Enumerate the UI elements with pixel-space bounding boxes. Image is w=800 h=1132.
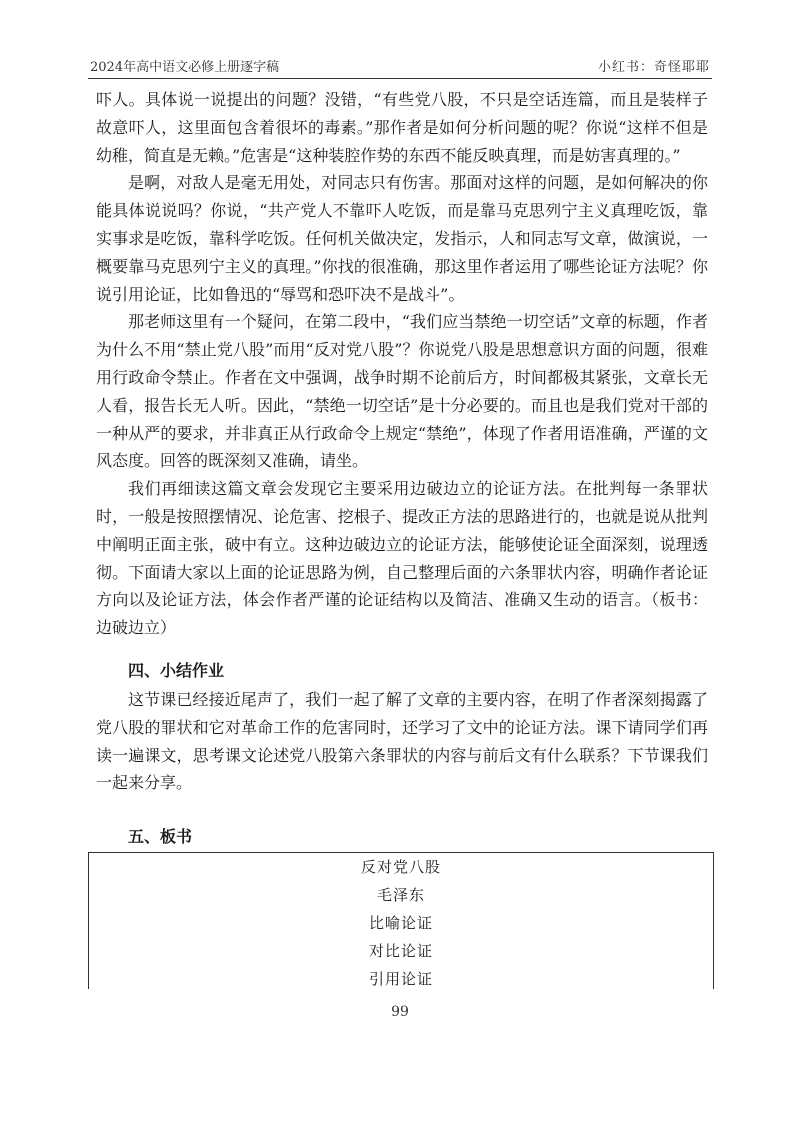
paragraph: 是啊，对敌人是毫无用处，对同志只有伤害。那面对这样的问题，是如何解决的你能具体说说吗？你说，“共产党人不靠吓人吃饭，而是靠马克思列宁主义真理吃饭，靠实事求是吃饭，靠科学吃饭。任何机关做决定，发指示，人和同志写文章，做演说，一概要靠马克思列宁主义的真理。”你找的很准确，那这里作者运用了哪些论证方法呢？你说引用论证，比如鲁迅的“辱骂和恐吓决不是战斗”。 — [96, 173, 708, 304]
board-line: 引用论证 — [368, 970, 433, 988]
board-line: 对比论证 — [368, 942, 433, 960]
page-number: 99 — [391, 1004, 409, 1020]
main-body — [96, 86, 708, 642]
page-header — [88, 52, 712, 79]
board-line: 反对党八股 — [360, 858, 441, 876]
paragraph: 我们再细读这篇文章会发现它主要采用边破边立的论证方法。在批判每一条罪状时，一般是按照摆情况、论危害、挖根子、提改正方法的思路进行的，也就是说从批判中阐明正面主张，破中有立。这种边破边立的论证方法，能够使论证全面深刻，说理透彻。下面请大家以上面的论证思路为例，自己整理后面的六条罪状内容，明确作者论证方向以及论证方法，体会作者严谨的论证结构以及简洁、准确又生动的语言。（板书：边破边立） — [96, 479, 708, 638]
section-title-board: 五、板书 — [128, 827, 193, 846]
board-line: 毛泽东 — [376, 886, 425, 904]
header-title: 2024年高中语文必修上册逐字稿 — [90, 60, 280, 75]
blackboard-box — [88, 852, 714, 989]
paragraph: 那老师这里有一个疑问，在第二段中，“我们应当禁绝一切空话”文章的标题，作者为什么不用“禁止党八股”而用“反对党八股”？你说党八股是思想意识方面的问题，很难用行政命令禁止。作者在文中强调，战争时期不论前后方，时间都极其紧张，文章长无人看，报告长无人听。因此，“禁绝一切空话”是十分必要的。而且也是我们党对干部的一种从严的要求，并非真正从行政命令上规定“禁绝”，体现了作者用语准确，严谨的文风态度。回答的既深刻又准确，请坐。 — [96, 312, 708, 471]
summary-body — [96, 686, 708, 797]
section-title-summary: 四、小结作业 — [128, 661, 225, 680]
board-line: 比喻论证 — [368, 914, 433, 932]
header-author: 小红书：奇怪耶耶 — [597, 60, 710, 75]
paragraph: 吓人。具体说一说提出的问题？没错，“有些党八股，不只是空话连篇，而且是装样子故意吓人，这里面包含着很坏的毒素。”那作者是如何分析问题的呢？你说“这样不但是幼稚，简直是无赖。”危害是“这种装腔作势的东西不能反映真理，而是妨害真理的。” — [96, 90, 708, 165]
paragraph: 这节课已经接近尾声了，我们一起了解了文章的主要内容，在明了作者深刻揭露了党八股的罪状和它对革命工作的危害同时，还学习了文中的论证方法。课下请同学们再读一遍课文，思考课文论述党八股第六条罪状的内容与前后文有什么联系？下节课我们一起来分享。 — [96, 690, 708, 793]
